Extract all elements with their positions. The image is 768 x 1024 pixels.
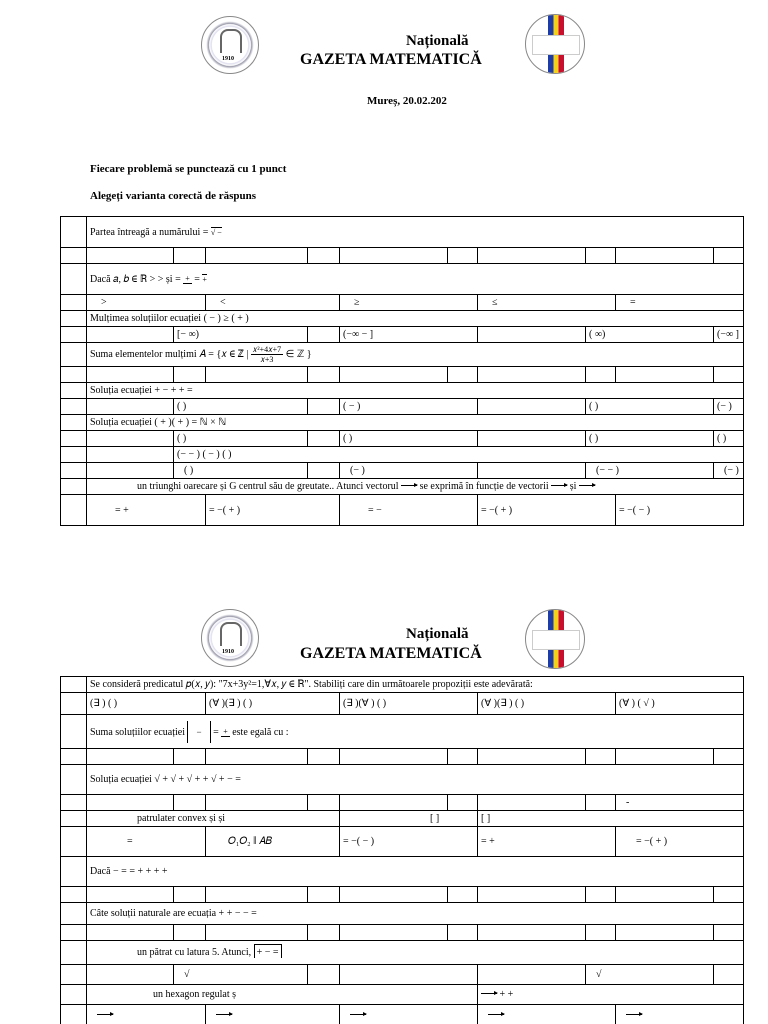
- answer-option[interactable]: ( ∞): [586, 327, 714, 343]
- school-logo: [201, 16, 259, 74]
- question-text: Partea întreagă a numărului =: [90, 226, 209, 238]
- answer-option[interactable]: = −( + ): [616, 827, 744, 857]
- answer-option[interactable]: (− − ): [586, 463, 714, 479]
- floor-bracket: −: [187, 721, 210, 743]
- question-row: [61, 383, 744, 399]
- answer-option[interactable]: ( ): [174, 399, 308, 415]
- question-text: Soluția ecuației + − + + =: [87, 383, 744, 399]
- question-text: Câte soluții naturale are ecuația + + − − =: [87, 903, 744, 925]
- fraction: +: [202, 275, 207, 285]
- answer-option[interactable]: √: [586, 965, 714, 985]
- answer-option[interactable]: ( ): [174, 431, 308, 447]
- vector-arrow-icon: [488, 1014, 504, 1018]
- answer-option[interactable]: ( ): [174, 463, 308, 479]
- answer-option[interactable]: (− ): [714, 399, 744, 415]
- answer-option[interactable]: = −: [340, 495, 478, 526]
- question-row: un hexagon regulat ș + +: [61, 985, 744, 1005]
- answer-option[interactable]: (− ): [340, 463, 478, 479]
- question-row: [61, 857, 744, 887]
- answer-option[interactable]: [206, 1005, 340, 1024]
- answer-option[interactable]: [478, 1005, 616, 1024]
- question-row: [61, 941, 744, 965]
- answer-extra: (− − ) ( − ) ( ): [174, 447, 744, 463]
- answer-option[interactable]: = +: [87, 495, 206, 526]
- vector-arrow-icon: [216, 1014, 232, 1018]
- answer-option[interactable]: = −( − ): [616, 495, 744, 526]
- answer-option[interactable]: = −( − ): [340, 827, 478, 857]
- vector-arrow-icon: [401, 485, 417, 489]
- question-text: un hexagon regulat ș: [87, 985, 478, 1005]
- answer-option[interactable]: ( ): [340, 431, 478, 447]
- place-date: Mureș, 20.02.202: [367, 95, 447, 107]
- question-text: un triunghi oarecare și G centrul său de greutate.. Atunci vectorul: [137, 481, 399, 492]
- question-text: Se consideră predicatul 𝑝(𝑥, 𝑦): "7x+3y²=1,∀𝑥, 𝑦 ∈ ℝ". Stabiliți care din următoarele propoziții este adevărată:: [87, 677, 744, 693]
- school-logo: [201, 609, 259, 667]
- question-row: [61, 677, 744, 693]
- answer-row: [61, 447, 744, 463]
- question-row: Suma elementelor mulțimi 𝐴 = {𝑥 ∈ ℤ | $\frac{\text{𝑥²+4𝑥+7}}{\text{𝑥+3}}$ ∈ ℤ }: [61, 343, 744, 367]
- vector-norm: + − =: [254, 944, 282, 958]
- question-row: [61, 311, 744, 327]
- answer-option[interactable]: =: [87, 827, 206, 857]
- answer-option[interactable]: = +: [478, 827, 616, 857]
- instruction-choose: Alegeți varianta corectă de răspuns: [90, 190, 256, 202]
- question-row: patrulater convex și și [ ] [ ]: [61, 811, 744, 827]
- fraction: $\frac{\text{𝑥²+4𝑥+7}}{\text{𝑥+3}}$: [252, 345, 282, 364]
- fraction: √ −: [210, 228, 222, 238]
- question-text: Mulțimea soluțiilor ecuației ( − ) ≥ ( + ): [87, 311, 744, 327]
- answer-row: [61, 295, 744, 311]
- answer-option[interactable]: ( ): [714, 431, 744, 447]
- question-row: [61, 415, 744, 431]
- answer-row: [61, 795, 744, 811]
- question-text: Dacă 𝑎, 𝑏 ∈ ℝ > > și =: [90, 273, 181, 285]
- vector-arrow-icon: [551, 485, 567, 489]
- answer-row: [61, 965, 744, 985]
- answer-option[interactable]: (−∞ ]: [714, 327, 744, 343]
- question-row: [61, 217, 744, 248]
- question-text: Suma elementelor mulțimi 𝐴 = {𝑥 ∈ ℤ |: [90, 348, 249, 360]
- answer-row: [61, 827, 744, 857]
- answer-option[interactable]: >: [87, 295, 206, 311]
- question-row: [61, 903, 744, 925]
- answer-option[interactable]: [616, 1005, 744, 1024]
- answer-row: [61, 431, 744, 447]
- answer-option[interactable]: ≤: [478, 295, 616, 311]
- questions-table-2: [60, 676, 744, 1024]
- answer-option[interactable]: ( ): [586, 431, 714, 447]
- vector-arrow-icon: [579, 485, 595, 489]
- gazeta-logo-label: [532, 35, 580, 55]
- fraction: +: [185, 274, 190, 284]
- questions-table-1: [60, 216, 744, 526]
- building-icon: [220, 29, 242, 53]
- answer-option[interactable]: -: [616, 795, 744, 811]
- answer-option[interactable]: (−∞ − ]: [340, 327, 478, 343]
- answer-option[interactable]: (∀ )(∃ ) ( ): [478, 693, 616, 715]
- vector-arrow-icon: [97, 1014, 113, 1018]
- answer-option[interactable]: (∀ )(∃ ) ( ): [206, 693, 340, 715]
- olympiad-title: Națională: [406, 33, 469, 49]
- question-text: Soluția ecuației √ + √ + √ + + √ + − =: [87, 765, 744, 795]
- answer-option[interactable]: (∀ ) ( √ ): [616, 693, 744, 715]
- answer-option[interactable]: [340, 1005, 478, 1024]
- question-row: Suma soluțiilor ecuației − = + este egală cu :: [61, 715, 744, 749]
- question-text: un pătrat cu latura 5. Atunci,: [137, 947, 252, 958]
- answer-option[interactable]: ≥: [340, 295, 478, 311]
- answer-option[interactable]: ( ): [586, 399, 714, 415]
- question-row: Dacă 𝑎, 𝑏 ∈ ℝ > > și = + = +: [61, 264, 744, 295]
- question-text: patrulater convex și și: [87, 811, 340, 827]
- answer-option[interactable]: = −( + ): [478, 495, 616, 526]
- olympiad-title: Națională: [406, 626, 469, 642]
- answer-option[interactable]: (∃ ) ( ): [87, 693, 206, 715]
- gazeta-logo: [525, 14, 585, 74]
- answer-option[interactable]: (∃ )(∀ ) ( ): [340, 693, 478, 715]
- answer-option[interactable]: (− ): [714, 463, 744, 479]
- logo-year: 1910: [222, 56, 234, 62]
- gazeta-logo-label: [532, 630, 580, 650]
- vector-arrow-icon: [626, 1014, 642, 1018]
- answer-option[interactable]: √: [174, 965, 308, 985]
- question-row: [61, 765, 744, 795]
- vector-arrow-icon: [481, 993, 497, 997]
- question-row: un triunghi oarecare și G centrul său de greutate.. Atunci vectorul se exprimă în funcție de vectorii și: [61, 479, 744, 495]
- answer-row: [61, 463, 744, 479]
- fraction: +: [223, 727, 228, 737]
- answer-row: [61, 327, 744, 343]
- answer-option[interactable]: =: [616, 295, 744, 311]
- gazeta-title: GAZETA MATEMATICĂ: [300, 51, 482, 68]
- answer-row: [61, 399, 744, 415]
- answer-option[interactable]: ( − ): [340, 399, 478, 415]
- gazeta-title: GAZETA MATEMATICĂ: [300, 645, 482, 662]
- building-icon: [220, 622, 242, 646]
- question-text: Soluția ecuației ( + )( + ) = ℕ × ℕ: [87, 415, 744, 431]
- gazeta-logo: [525, 609, 585, 669]
- answer-row: [61, 1005, 744, 1024]
- question-text: Suma soluțiilor ecuației: [90, 726, 185, 738]
- logo-year: 1910: [222, 649, 234, 655]
- answer-option[interactable]: [− ∞): [174, 327, 308, 343]
- answer-option[interactable]: [87, 1005, 206, 1024]
- answer-row: [61, 693, 744, 715]
- answer-option[interactable]: <: [206, 295, 340, 311]
- instruction-points: Fiecare problemă se punctează cu 1 punct: [90, 163, 287, 175]
- vector-arrow-icon: [350, 1014, 366, 1018]
- answer-option[interactable]: = −( + ): [206, 495, 340, 526]
- answer-row: [61, 495, 744, 526]
- answer-option[interactable]: 𝑂₁𝑂₂ ∥ 𝐴𝐵: [206, 827, 340, 857]
- question-text: Dacă − = = + + + +: [87, 857, 744, 887]
